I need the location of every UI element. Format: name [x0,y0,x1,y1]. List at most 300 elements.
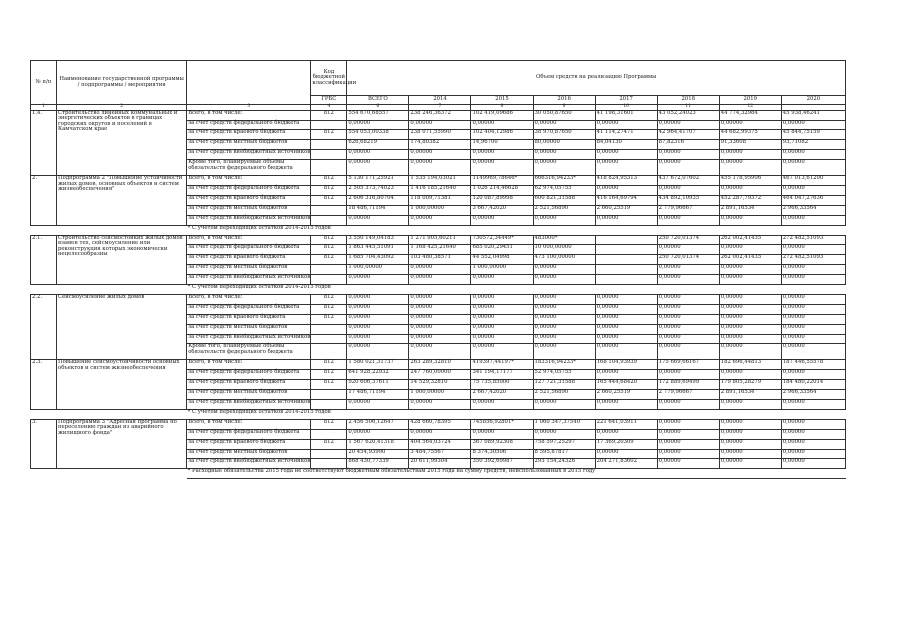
amount-cell: 45 938,46241 [781,110,845,120]
amount-cell: 20 611,99304 [409,459,471,469]
grbs-code: 812 [311,294,347,304]
amount-cell: 250 720,01374 [657,255,719,265]
amount-cell: 455 178,95906 [719,176,781,186]
amount-cell: 120 087,89998 [471,195,533,205]
funding-source-label: за счет средств местных бюджетов [187,449,311,459]
amount-cell: 0,00000 [533,120,595,130]
grbs-code [311,140,347,150]
amount-cell: 179 805,28279 [719,380,781,390]
grbs-code: 812 [311,110,347,120]
amount-cell: 0,00000 [781,439,845,449]
funding-source-label: за счет средств внебюджетных источников [187,334,311,344]
amount-cell: 554 670,68557 [347,110,409,120]
amount-cell: 102 404,12986 [471,130,533,140]
amount-cell: 685 020,29451 [471,245,533,255]
grbs-code: 812 [311,304,347,314]
funding-source-label: Кроме того, планируемые объемы обязательств федерального бюджета [187,160,311,176]
amount-cell: 868 430,77339 [347,459,409,469]
program-budget-table [30,60,846,479]
amount-cell: 2 966,33564 [781,205,845,215]
amount-cell: 102 419,09686 [471,110,533,120]
amount-cell: 87,82316 [657,140,719,150]
footnote-row [31,284,846,294]
item-number: 2.3. [31,360,57,409]
funding-source-label: Всего, в том числе: [187,419,311,429]
amount-cell: 184 480,22014 [781,380,845,390]
amount-cell: 758 597,25297 [533,439,595,449]
amount-cell: 52 974,05755 [533,370,595,380]
grbs-code [311,205,347,215]
funding-source-label: за счет средств внебюджетных источников [187,150,311,160]
amount-cell: 3 484,75567 [409,449,471,459]
amount-cell: 0,00000 [657,324,719,334]
amount-cell: 1 685 704,43092 [347,255,409,265]
col-volume-header: Объем средств на реализацию Программы [347,61,846,96]
table-row [31,294,846,304]
funding-source-label: за счет средств краевого бюджета [187,314,311,324]
amount-cell: 341 194,17177 [471,370,533,380]
item-name: Повышение сейсмоустойчивости основных объектов и систем жизнеобеспечения [57,360,187,409]
amount-cell: 0,00000 [347,344,409,360]
amount-cell: 0,00000 [595,400,657,410]
amount-cell: 0,00000 [533,324,595,334]
amount-cell: 0,00000 [409,344,471,360]
funding-source-label: за счет средств федерального бюджета [187,245,311,255]
footnote-text: * С учетом переходящих остатков 2014-2015 годов [187,284,846,294]
amount-cell: 1 271 905,60211 [409,235,471,245]
amount-cell: 0,00000 [471,120,533,130]
amount-cell: 18 486,71194 [347,205,409,215]
amount-cell: 168 104,93939 [595,360,657,370]
amount-cell: 0,00000 [719,150,781,160]
amount-cell: 0,00000 [471,150,533,160]
item-name: Подпрограмма 2 "Повышение устойчивости жилых домов, основных объектов и систем жизнеобеспечения" [57,176,187,225]
amount-cell: 0,00000 [347,429,409,439]
grbs-code: 812 [311,380,347,390]
amount-cell: 38 970,87650 [533,130,595,140]
amount-cell: 0,00000 [657,185,719,195]
amount-cell: 0,00000 [657,215,719,225]
amount-cell: 0,00000 [533,150,595,160]
amount-cell: 416 164,69794 [595,195,657,205]
item-number: 2.1. [31,235,57,284]
amount-cell: 0,00000 [347,304,409,314]
amount-cell: 0,00000 [471,160,533,176]
amount-cell: 272 482,51093 [781,255,845,265]
amount-cell: 17 369,20309 [595,439,657,449]
amount-cell: 44 682,99375 [719,130,781,140]
grbs-code [311,334,347,344]
amount-cell: 17 486,71194 [347,390,409,400]
amount-cell: 0,00000 [533,160,595,176]
amount-cell: 182 696,44813 [719,360,781,370]
amount-cell: 0,00000 [347,324,409,334]
amount-cell: 2 521,56890 [533,390,595,400]
funding-source-label: за счет средств краевого бюджета [187,439,311,449]
amount-cell: 0,00000 [719,265,781,275]
amount-cell: 187 446,55578 [781,360,845,370]
amount-cell: 0,00000 [781,370,845,380]
amount-cell: 2 606 316,80704 [347,195,409,205]
amount-cell: 262 002,41435 [719,235,781,245]
amount-cell: 2 891,16534 [719,390,781,400]
year-header: 2020 [781,96,845,105]
amount-cell: 0,00000 [409,324,471,334]
item-name: Сейсмоусиление жилых домов [57,294,187,359]
amount-cell: 3 667,42020 [471,205,533,215]
footnote-row [31,225,846,235]
amount-cell: 1 026 214,46628 [471,185,533,195]
amount-cell: 0,00000 [719,429,781,439]
col-number: 12 [719,105,781,111]
col-number: 11 [657,105,719,111]
amount-cell: 2 660,25519 [595,205,657,215]
amount-cell: 1 567 620,41318 [347,439,409,449]
col-number: 2 [57,105,187,111]
amount-cell: 0,00000 [719,304,781,314]
amount-cell: 0,00000 [409,160,471,176]
amount-cell: 0,00000 [595,120,657,130]
amount-cell: 0,00000 [719,314,781,324]
amount-cell: 0,00000 [533,275,595,285]
footnote-spacer [31,284,187,294]
amount-cell: 0,00000 [657,449,719,459]
amount-cell: 91,33608 [719,140,781,150]
amount-cell: 0,00000 [595,429,657,439]
amount-cell [595,245,657,255]
amount-cell: 1 168 425,21640 [409,245,471,255]
amount-cell: 1149969,78646* [471,176,533,186]
amount-cell: 0,00000 [781,314,845,324]
amount-cell: 0,00000 [719,245,781,255]
year-header: 2018 [657,96,719,105]
funding-source-label: за счет средств местных бюджетов [187,265,311,275]
amount-cell: 175 669,66167 [657,360,719,370]
grbs-code [311,275,347,285]
amount-cell: 127 721,31588 [533,380,595,390]
amount-cell: 272 482,51093 [781,235,845,245]
amount-cell: 0,00000 [781,294,845,304]
amount-cell: 626,68219 [347,140,409,150]
col-source-header [187,61,311,105]
amount-cell: 0,00000 [657,160,719,176]
amount-cell: 0,00000 [781,160,845,176]
amount-cell: 0,00000 [781,150,845,160]
amount-cell: 0,00000 [595,314,657,324]
amount-cell: 3 550 149,04183 [347,235,409,245]
funding-source-label: за счет средств федерального бюджета [187,370,311,380]
amount-cell: 5 130 171,25921 [347,176,409,186]
amount-cell: 41 198,31601 [595,110,657,120]
amount-cell: 0,00000 [719,370,781,380]
amount-cell: 0,00000 [347,215,409,225]
amount-cell: 0,00000 [533,334,595,344]
amount-cell: 0,00000 [657,265,719,275]
amount-cell: 1 416 185,21640 [409,185,471,195]
amount-cell: 0,00000 [595,449,657,459]
amount-cell: 0,00000 [533,400,595,410]
amount-cell: 0,00000 [781,344,845,360]
amount-cell: 2 521,56890 [533,205,595,215]
amount-cell: 0,00000 [781,449,845,459]
amount-cell: 75 735,85000 [471,380,533,390]
amount-cell: 0,00000 [657,419,719,429]
funding-source-label: за счет средств местных бюджетов [187,205,311,215]
item-name: Строительство линейных коммунальных и энергетических объектов в границах городских округов и поселений в Камчатском крае [57,110,187,175]
amount-cell: 0,00000 [533,294,595,304]
amount-cell: 0,00000 [471,400,533,410]
funding-source-label: за счет средств краевого бюджета [187,195,311,205]
amount-cell: 0,00000 [409,215,471,225]
funding-source-label: за счет средств краевого бюджета [187,130,311,140]
amount-cell: 0,00000 [719,294,781,304]
amount-cell: 0,00000 [657,294,719,304]
amount-cell: 0,00000 [533,344,595,360]
funding-source-label: за счет средств внебюджетных источников [187,400,311,410]
amount-cell: 0,00000 [657,429,719,439]
amount-cell: 2 505 373,74023 [347,185,409,195]
amount-cell: 0,00000 [781,120,845,130]
amount-cell: 14 529,32810 [409,380,471,390]
amount-cell: 0,00000 [595,215,657,225]
amount-cell: 0,00000 [781,324,845,334]
col-number: 7 [409,105,471,111]
grbs-code: 812 [311,195,347,205]
amount-cell: 0,00000 [657,245,719,255]
amount-cell: 0,00000 [719,459,781,469]
footnote-spacer [31,225,187,235]
funding-source-label: за счет средств местных бюджетов [187,390,311,400]
amount-cell: 41 114,27471 [595,130,657,140]
amount-cell: 0,00000 [595,185,657,195]
grbs-code [311,160,347,176]
amount-cell: 745856,92801* [471,419,533,429]
footnote-text: * С учетом переходящих остатков 2014-2015 годов [187,409,846,419]
amount-cell: 0,00000 [347,160,409,176]
funding-source-label: Всего, в том числе: [187,110,311,120]
funding-source-label: за счет средств федерального бюджета [187,185,311,195]
header-row [31,61,846,96]
amount-cell: 920 606,37611 [347,380,409,390]
amount-cell: 42 964,41707 [657,130,719,140]
amount-cell: 80,00000 [533,140,595,150]
amount-cell: 0,00000 [409,314,471,324]
amount-cell: 0,00000 [409,150,471,160]
amount-cell: 0,00000 [595,344,657,360]
amount-cell: 263 289,32810 [409,360,471,370]
col-num-header: № п/п [31,61,57,105]
amount-cell: 45 844,75159 [781,130,845,140]
amount-cell: 0,00000 [781,459,845,469]
year-header: 2015 [471,96,533,105]
amount-cell: 172 889,69499 [657,380,719,390]
amount-cell: 165 444,68420 [595,380,657,390]
amount-cell: 0,00000 [781,185,845,195]
amount-cell: 0,00000 [781,245,845,255]
amount-cell: 0,00000 [657,275,719,285]
table-row [31,176,846,186]
amount-cell: 404 564,03724 [409,439,471,449]
amount-cell: 367 089,92308 [471,439,533,449]
amount-cell: 0,00000 [657,370,719,380]
amount-cell: 0,00000 [719,419,781,429]
grbs-code [311,449,347,459]
grbs-code [311,265,347,275]
amount-cell [595,255,657,265]
amount-cell: 0,00000 [719,215,781,225]
amount-cell: 428 660,78395 [409,419,471,429]
amount-cell: 0,00000 [409,400,471,410]
amount-cell: 0,00000 [347,334,409,344]
grbs-code [311,429,347,439]
grbs-code: 812 [311,439,347,449]
amount-cell: 0,00000 [781,275,845,285]
amount-cell: 0,00000 [471,344,533,360]
amount-cell: 0,00000 [409,275,471,285]
amount-cell: 0,00000 [719,185,781,195]
amount-cell: 0,00000 [471,215,533,225]
amount-cell: 0,00000 [347,314,409,324]
amount-cell: 0,00000 [471,294,533,304]
amount-cell: 600 821,31588 [533,195,595,205]
amount-cell: 473 100,00000 [533,255,595,265]
amount-cell: 0,00000 [471,429,533,439]
amount-cell: 0,00000 [781,265,845,275]
amount-cell: 0,00000 [595,294,657,304]
amount-cell: 0,00000 [347,150,409,160]
grbs-code: 812 [311,360,347,370]
footnote-row [31,469,846,479]
funding-source-label: за счет средств внебюджетных источников [187,215,311,225]
amount-cell: 1 863 445,51091 [347,245,409,255]
amount-cell: 2 667,42020 [471,390,533,400]
item-name: Строительство сейсмостойких жилых домов взамен тех, сейсмоусиление или реконструкция которых экономически нецелесообразны [57,235,187,284]
item-number: 2. [31,176,57,225]
amount-cell: 247 760,00000 [409,370,471,380]
amount-cell: 0,00000 [657,344,719,360]
amount-cell: 2 966,33564 [781,390,845,400]
amount-cell: 730572,34449* [471,235,533,245]
col-number: 1 [31,105,57,111]
amount-cell: 0,00000 [657,439,719,449]
amount-cell: 0,00000 [657,304,719,314]
funding-source-label: за счет средств внебюджетных источников [187,459,311,469]
grbs-code: 812 [311,255,347,265]
amount-cell: 0,00000 [719,160,781,176]
amount-cell: 0,00000 [719,334,781,344]
amount-cell: 221 641,03911 [595,419,657,429]
amount-cell: 0,00000 [719,275,781,285]
amount-cell: 0,00000 [781,304,845,314]
amount-cell: 118 009,71381 [409,195,471,205]
amount-cell: 483000* [533,235,595,245]
amount-cell [595,265,657,275]
item-number: 1.4. [31,110,57,175]
amount-cell: 30 050,87650 [533,110,595,120]
amount-cell: 0,00000 [719,449,781,459]
amount-cell: 62 974,05755 [533,185,595,195]
col-name-header: Наименование государственной программы / подпрограммы / мероприятия [57,61,187,105]
amount-cell: 0,00000 [595,334,657,344]
funding-source-label: за счет средств местных бюджетов [187,324,311,334]
amount-cell: 0,00000 [719,344,781,360]
footnote-text: * С учетом переходящих остатков 2014-2015 годов [187,225,846,235]
amount-cell: 350 392,69987 [471,459,533,469]
amount-cell: 2 660,25519 [595,390,657,400]
item-name: Подпрограмма 3 "Адресная программа по переселению граждан из аварийного жилищного фонда" [57,419,187,468]
amount-cell: 0,00000 [533,215,595,225]
funding-source-label: за счет средств федерального бюджета [187,429,311,439]
funding-source-label: Всего, в том числе: [187,360,311,370]
col-number: 4 [311,105,347,111]
amount-cell: 0,00000 [533,314,595,324]
amount-cell: 0,00000 [595,324,657,334]
amount-cell: 0,00000 [471,334,533,344]
col-number: 6 [347,105,409,111]
item-number: 3. [31,419,57,468]
grbs-code: 812 [311,176,347,186]
amount-cell: 0,00000 [657,334,719,344]
amount-cell: 43 052,24023 [657,110,719,120]
amount-cell: 0,00000 [409,265,471,275]
amount-cell: 0,00000 [719,120,781,130]
funding-source-label: Всего, в том числе: [187,235,311,245]
amount-cell: 8 374,30506 [471,449,533,459]
grbs-code: 812 [311,314,347,324]
amount-cell: 467 013,61200 [781,176,845,186]
amount-cell: 174,80382 [409,140,471,150]
amount-cell [595,235,657,245]
amount-cell: 262 002,41435 [719,255,781,265]
footnote-spacer [31,409,187,419]
amount-cell: 44 552,04998 [471,255,533,265]
vsego-header: ВСЕГО [347,96,409,105]
funding-source-label: Всего, в том числе: [187,294,311,304]
amount-cell: 0,00000 [595,150,657,160]
amount-cell: 554 053,00338 [347,130,409,140]
amount-cell: 0,00000 [595,304,657,314]
amount-cell: 0,00000 [533,265,595,275]
amount-cell: 14,96700 [471,140,533,150]
amount-cell: 0,00000 [533,304,595,314]
amount-cell: 641 928,22932 [347,370,409,380]
amount-cell: 1 060 347,37540 [533,419,595,429]
amount-cell: 418 824,95313 [595,176,657,186]
grbs-code: 812 [311,370,347,380]
amount-cell: 437 672,07602 [657,176,719,186]
year-header: 2017 [595,96,657,105]
amount-cell: 0,00000 [409,294,471,304]
amount-cell: 1 000,00000 [409,390,471,400]
year-header: 2016 [533,96,595,105]
col-number: 9 [533,105,595,111]
amount-cell: 0,00000 [533,429,595,439]
amount-cell: 8 595,87817 [533,449,595,459]
grbs-code [311,390,347,400]
funding-source-label: за счет средств федерального бюджета [187,120,311,130]
year-header: 2019 [719,96,781,105]
grbs-code: 812 [311,130,347,140]
amount-cell: 0,00000 [657,120,719,130]
amount-cell: 2 891,16534 [719,205,781,215]
footnote-spacer [31,469,187,479]
col-code-header: Код бюджетной классификации [311,61,347,96]
amount-cell: 2 779,96667 [657,390,719,400]
amount-cell: 204 271,83602 [595,459,657,469]
amount-cell: 0,00000 [781,334,845,344]
amount-cell: 1 000,00000 [347,265,409,275]
amount-cell: 0,00000 [657,459,719,469]
